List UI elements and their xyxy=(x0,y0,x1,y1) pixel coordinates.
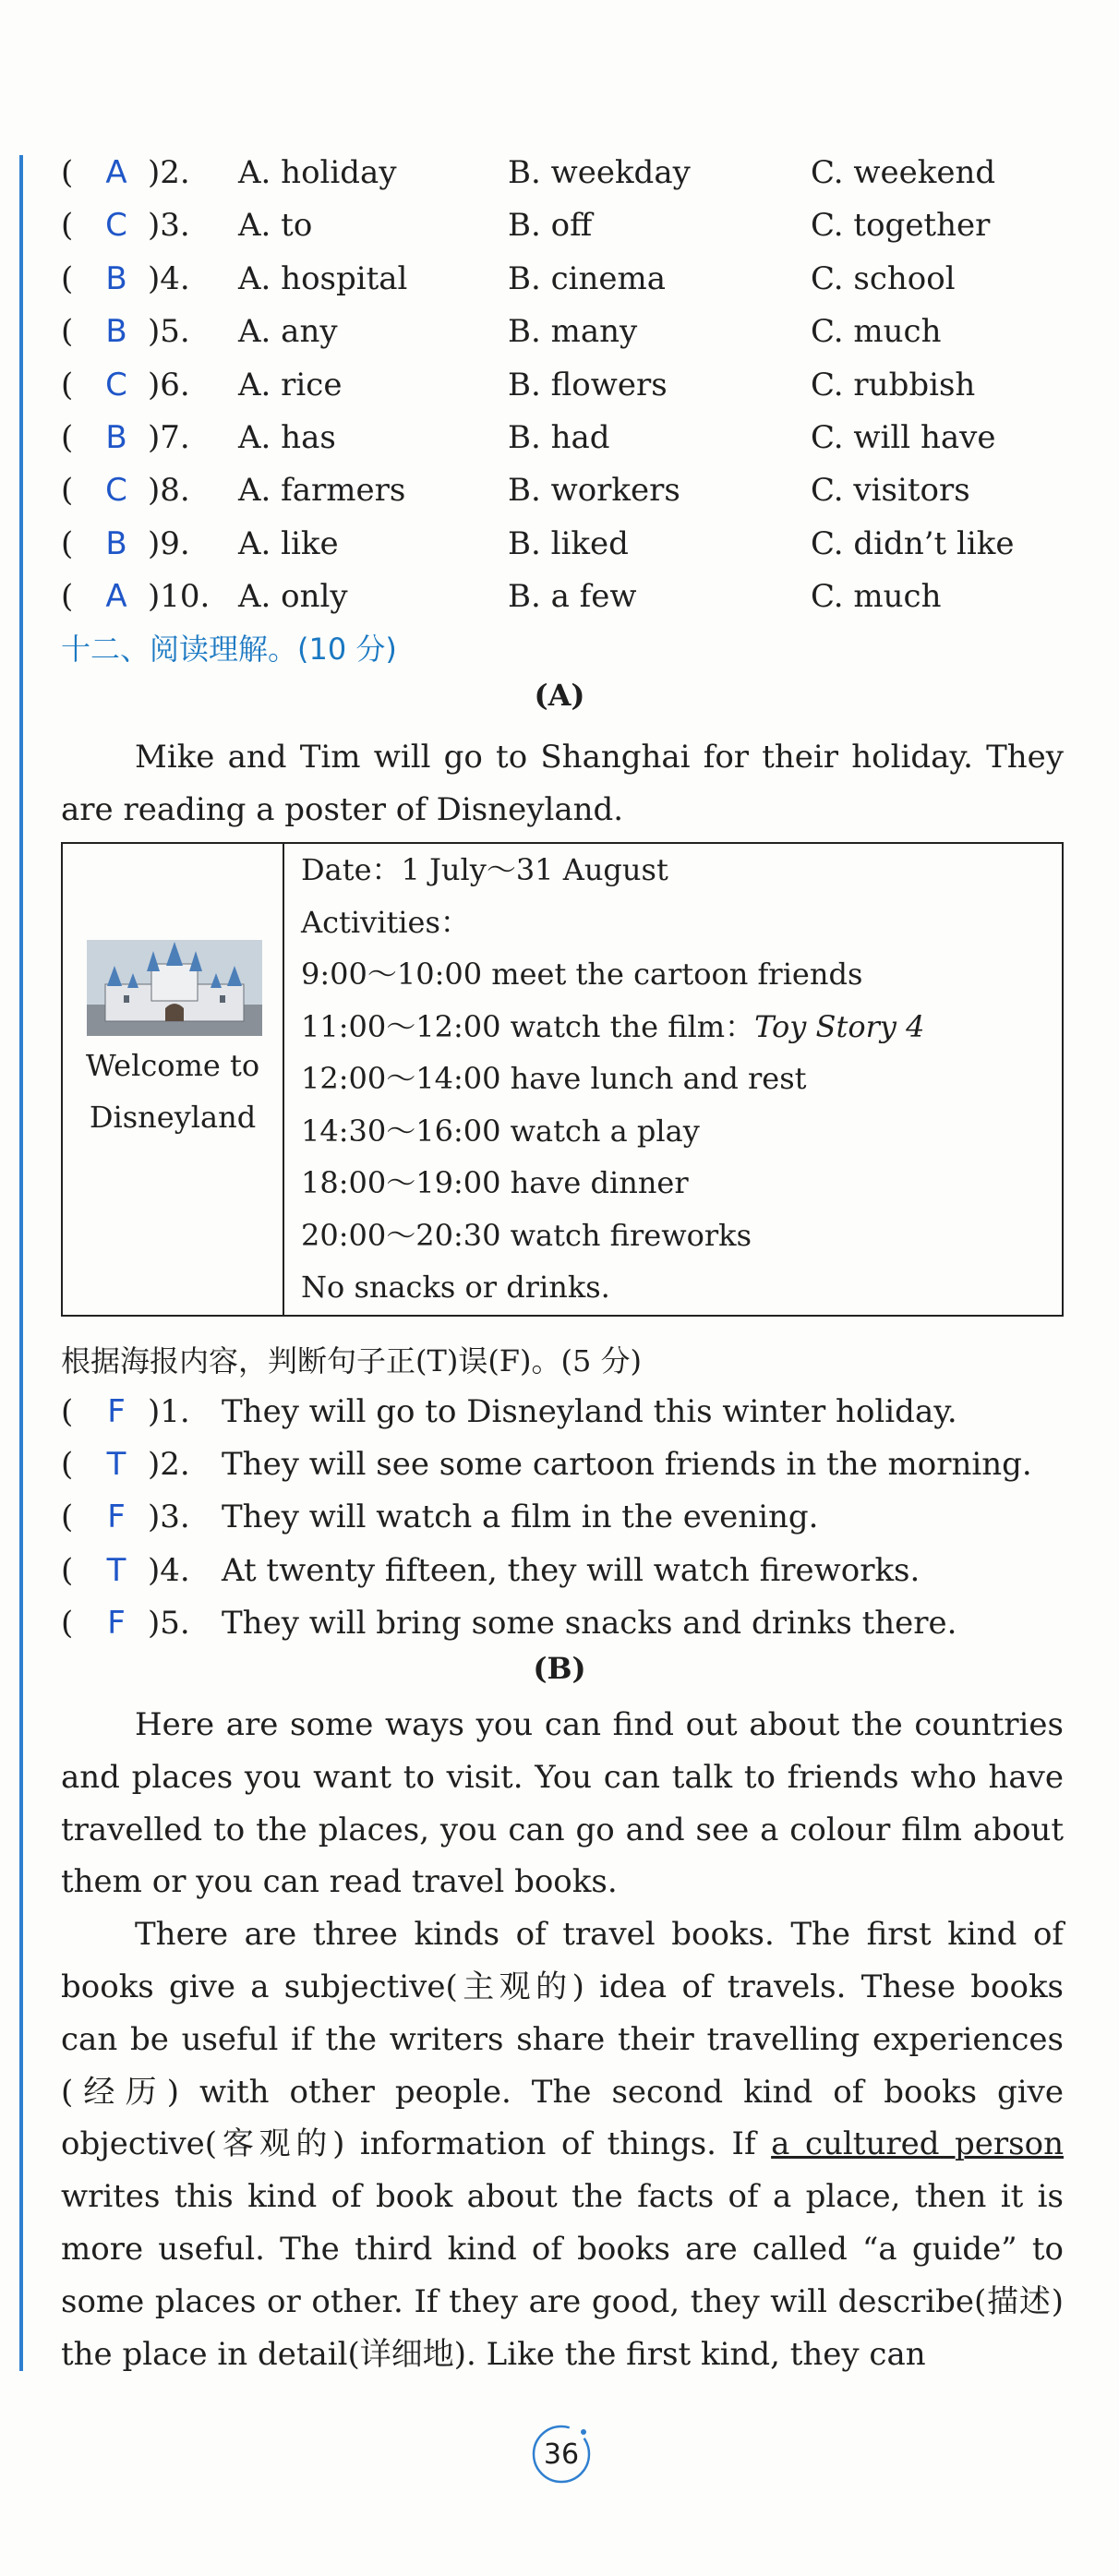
tf-statement: They will bring some snacks and drinks there. xyxy=(222,1604,957,1642)
open-paren: ( xyxy=(61,313,74,351)
question-number: 9. xyxy=(160,524,190,562)
tf-row xyxy=(0,1491,1119,1543)
question-number: 3. xyxy=(160,207,190,245)
open-paren: ( xyxy=(61,1604,74,1642)
option-c: C. will have xyxy=(811,419,996,456)
question-number: 1. xyxy=(160,1393,190,1430)
option-a: A. any xyxy=(238,313,338,351)
choice-answer: A xyxy=(105,578,127,616)
activity-2 xyxy=(301,1001,924,1053)
tf-answer: F xyxy=(107,1604,126,1642)
open-paren: ( xyxy=(61,1446,74,1484)
option-b: B. flowers xyxy=(508,366,668,403)
part-b-passage xyxy=(61,1699,1064,2380)
choice-row xyxy=(0,253,1119,305)
option-a: A. like xyxy=(238,524,339,562)
choice-answer: B xyxy=(105,419,127,456)
choice-answer: B xyxy=(105,524,127,562)
open-paren: ( xyxy=(61,524,74,562)
choice-row xyxy=(0,306,1119,357)
activity-2-text: 11:00～12:00 watch the film： xyxy=(301,1008,755,1044)
choice-answer: C xyxy=(105,366,127,403)
part-b-paragraph-2 xyxy=(61,1908,1064,2380)
tf-statement: At twenty fifteen, they will watch fireworks. xyxy=(222,1551,920,1589)
poster-schedule xyxy=(301,844,924,1314)
option-b: B. had xyxy=(508,419,610,456)
tf-answer: T xyxy=(106,1551,126,1589)
close-paren-number: )5. xyxy=(148,1604,190,1642)
option-b: B. cinema xyxy=(508,259,667,297)
disneyland-poster xyxy=(61,842,1064,1317)
close-paren-number: )7. xyxy=(148,419,190,456)
choice-row xyxy=(0,359,1119,411)
close-paren-number: )3. xyxy=(148,1499,190,1536)
tf-row xyxy=(0,1597,1119,1649)
option-b: B. liked xyxy=(508,524,629,562)
close-paren-number: )4. xyxy=(148,259,190,297)
welcome-caption xyxy=(63,1040,283,1143)
question-number: 2. xyxy=(160,1446,190,1484)
open-paren: ( xyxy=(61,1551,74,1589)
open-paren: ( xyxy=(61,259,74,297)
part-a-intro-text: Mike and Tim will go to Shanghai for their holiday. They are reading a poster of Disneyland. xyxy=(61,739,1064,828)
question-number: 2. xyxy=(160,154,190,191)
tf-answer: F xyxy=(107,1393,126,1430)
choice-row xyxy=(0,412,1119,463)
activity-5: 18:00～19:00 have dinner xyxy=(301,1165,689,1200)
tf-answer: F xyxy=(107,1499,126,1536)
activity-4: 14:30～16:00 watch a play xyxy=(301,1113,700,1149)
option-a: A. only xyxy=(238,578,348,616)
choice-answer: A xyxy=(105,154,127,191)
option-a: A. holiday xyxy=(238,154,397,191)
part-a-intro xyxy=(61,731,1064,837)
poster-date: Date：1 July～31 August xyxy=(301,852,668,887)
choice-answer: C xyxy=(105,207,127,245)
option-c: C. much xyxy=(811,313,942,351)
close-paren-number: )6. xyxy=(148,366,190,403)
option-a: A. hospital xyxy=(238,259,408,297)
option-c: C. together xyxy=(811,207,991,245)
underlined-phrase: a cultured person xyxy=(771,2125,1064,2163)
page-number-circle-icon xyxy=(528,2421,595,2487)
tf-statement: They will see some cartoon friends in the morning. xyxy=(222,1446,1032,1484)
tf-row xyxy=(0,1438,1119,1490)
open-paren: ( xyxy=(61,472,74,510)
part-a-label: (A) xyxy=(534,678,585,713)
open-paren: ( xyxy=(61,1393,74,1430)
choice-row xyxy=(0,147,1119,199)
tf-row xyxy=(0,1545,1119,1596)
open-paren: ( xyxy=(61,366,74,403)
question-number: 3. xyxy=(160,1499,190,1536)
close-paren-number: )2. xyxy=(148,154,190,191)
option-a: A. farmers xyxy=(238,472,406,510)
choice-answer: B xyxy=(105,259,127,297)
option-c: C. weekend xyxy=(811,154,996,191)
poster-note: No snacks or drinks. xyxy=(301,1270,610,1305)
open-paren: ( xyxy=(61,207,74,245)
option-c: C. much xyxy=(811,578,942,616)
close-paren-number: )5. xyxy=(148,313,190,351)
paragraph-2-part-b: writes this kind of book about the facts of a place, then it is more useful. The third kind of books are called “a guide” to some places or other. If they are good, they will describe(描述) the place in detail(详细地). Like the first kind, they can xyxy=(61,2178,1064,2373)
poster-activities-heading: Activities： xyxy=(301,904,470,940)
option-c: C. rubbish xyxy=(811,366,976,403)
option-b: B. weekday xyxy=(508,154,691,191)
option-b: B. workers xyxy=(508,472,680,510)
choice-row xyxy=(0,199,1119,251)
activity-3: 12:00～14:00 have lunch and rest xyxy=(301,1061,807,1096)
choice-answer: C xyxy=(105,472,127,510)
open-paren: ( xyxy=(61,419,74,456)
close-paren-number: )2. xyxy=(148,1446,190,1484)
activity-6: 20:00～20:30 watch fireworks xyxy=(301,1217,752,1253)
question-number: 6. xyxy=(160,366,190,403)
activity-1: 9:00～10:00 meet the cartoon friends xyxy=(301,957,863,992)
part-b-label: (B) xyxy=(533,1651,586,1686)
part-b-paragraph-1: Here are some ways you can find out about the countries and places you want to visit. You can talk to friends who have travelled to the places, you can go and see a colour film about them or you can read travel books. xyxy=(61,1706,1064,1901)
close-paren-number: )1. xyxy=(148,1393,190,1430)
close-paren-number: )4. xyxy=(148,1551,190,1589)
castle-image xyxy=(87,940,262,1036)
welcome-line-1: Welcome to xyxy=(85,1048,260,1083)
choice-row xyxy=(0,571,1119,622)
question-number: 8. xyxy=(160,472,190,510)
choice-row xyxy=(0,464,1119,516)
option-b: B. many xyxy=(508,313,638,351)
option-c: C. didn’t like xyxy=(811,524,1015,562)
tf-answer: T xyxy=(106,1446,126,1484)
option-c: C. visitors xyxy=(811,472,970,510)
question-number: 7. xyxy=(160,419,190,456)
close-paren-number: )9. xyxy=(148,524,190,562)
choice-row xyxy=(0,518,1119,570)
question-number: 5. xyxy=(160,1604,190,1642)
option-a: A. rice xyxy=(238,366,343,403)
question-number: 4. xyxy=(160,1551,190,1589)
paragraph-2-part-a: There are three kinds of travel books. The first kind of books give a subjective(主观的) idea of travels. These books can be useful if the writers share their travelling experiences (经历) with other people. The second kind of books give objective(客观的) information of things. If xyxy=(61,1916,1064,2163)
page-number-badge xyxy=(528,2421,595,2487)
close-paren-number: )10. xyxy=(148,578,211,616)
tf-instruction: 根据海报内容，判断句子正(T)误(F)。(5 分) xyxy=(61,1343,642,1378)
section-title: 十二、阅读理解。(10 分) xyxy=(61,632,397,667)
question-number: 4. xyxy=(160,259,190,297)
close-paren-number: )8. xyxy=(148,472,190,510)
tf-row xyxy=(0,1386,1119,1438)
open-paren: ( xyxy=(61,578,74,616)
poster-divider xyxy=(283,844,284,1315)
option-c: C. school xyxy=(811,259,956,297)
question-number: 5. xyxy=(160,313,190,351)
film-title: Toy Story 4 xyxy=(754,1008,925,1044)
tf-statement: They will watch a film in the evening. xyxy=(222,1499,819,1536)
open-paren: ( xyxy=(61,154,74,191)
option-a: A. has xyxy=(238,419,336,456)
choice-answer: B xyxy=(105,313,127,351)
open-paren: ( xyxy=(61,1499,74,1536)
option-b: B. a few xyxy=(508,578,637,616)
option-a: A. to xyxy=(238,207,313,245)
option-b: B. off xyxy=(508,207,593,245)
page-number: 36 xyxy=(543,2438,580,2471)
welcome-line-2: Disneyland xyxy=(89,1100,257,1135)
close-paren-number: )3. xyxy=(148,207,190,245)
tf-statement: They will go to Disneyland this winter holiday. xyxy=(222,1393,957,1430)
question-number: 10. xyxy=(160,578,211,616)
